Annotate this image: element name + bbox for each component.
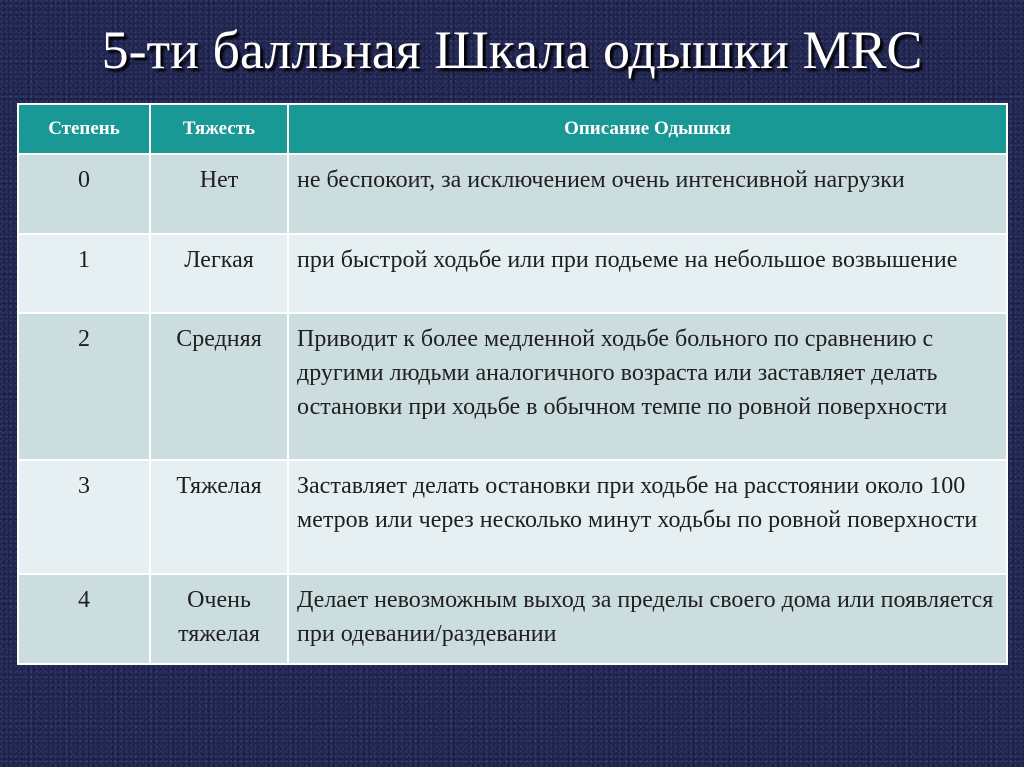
severity-cell: Легкая (150, 234, 288, 313)
column-header-degree: Степень (18, 104, 150, 154)
degree-cell: 2 (18, 313, 150, 460)
degree-cell: 3 (18, 460, 150, 574)
description-cell: Приводит к более медленной ходьбе больного по сравнению с другими людьми аналогичного возраста или заставляет делать остановки при ходьбе в обычном темпе по ровной поверхности (288, 313, 1007, 460)
column-header-description: Описание Одышки (288, 104, 1007, 154)
slide-title: 5-ти балльная Шкала одышки MRC (101, 20, 923, 80)
severity-cell: Средняя (150, 313, 288, 460)
column-header-severity: Тяжесть (150, 104, 288, 154)
description-cell: не беспокоит, за исключением очень интенсивной нагрузки (288, 154, 1007, 234)
table-header-row (18, 104, 1007, 154)
severity-cell: Очень тяжелая (150, 574, 288, 664)
description-cell: при быстрой ходьбе или при подьеме на небольшое возвышение (288, 234, 1007, 313)
degree-cell: 0 (18, 154, 150, 234)
table-row (18, 574, 1007, 664)
description-cell: Делает невозможным выход за пределы своего дома или появляется при одевании/раздевании (288, 574, 1007, 664)
table-row (18, 313, 1007, 460)
degree-cell: 4 (18, 574, 150, 664)
table-row (18, 234, 1007, 313)
degree-cell: 1 (18, 234, 150, 313)
table-row (18, 460, 1007, 574)
table-row (18, 154, 1007, 234)
mrc-dyspnea-scale-table (17, 103, 1008, 665)
description-cell: Заставляет делать остановки при ходьбе на расстоянии около 100 метров или через несколько минут ходьбы по ровной поверхности (288, 460, 1007, 574)
severity-cell: Нет (150, 154, 288, 234)
severity-cell: Тяжелая (150, 460, 288, 574)
